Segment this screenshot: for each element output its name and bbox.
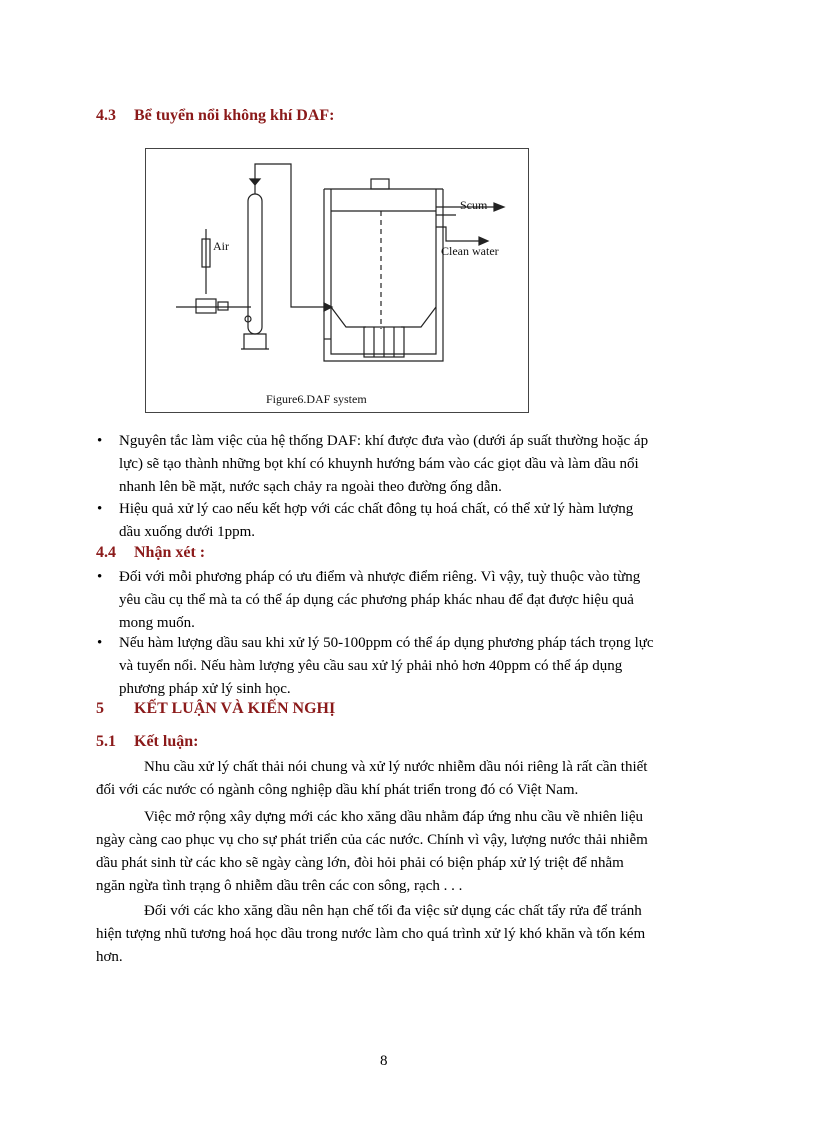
- page-number: 8: [380, 1053, 388, 1069]
- section-title: Kết luận:: [134, 733, 199, 750]
- section-heading-4-4: [96, 544, 205, 562]
- section-number: 4.3: [96, 107, 116, 124]
- text-line: phương pháp xử lý sinh học.: [119, 681, 291, 697]
- text-line: Đối với mỗi phương pháp có ưu điểm và nhược điểm riêng. Vì vậy, tuỳ thuộc vào từng: [119, 569, 641, 585]
- pressure-tank: [248, 194, 262, 334]
- pressurized-line: [255, 164, 331, 307]
- text-line: đối với các nước có ngành công nghiệp dầu khí phát triển trong đó có Việt Nam.: [96, 782, 579, 798]
- section-title: KẾT LUẬN VÀ KIẾN NGHỊ: [134, 700, 336, 717]
- section-number: 4.4: [96, 544, 116, 561]
- text-line: ngăn ngừa tình trạng ô nhiễm dầu trên các con sông, rạch . . .: [96, 878, 463, 894]
- bullet-icon: •: [97, 569, 103, 585]
- text-line: nhanh lên bề mặt, nước sạch chảy ra ngoài theo đường ống dẫn.: [119, 479, 502, 495]
- text-line: và tuyển nổi. Nếu hàm lượng yêu cầu sau xử lý phải nhỏ hơn 40ppm có thể áp dụng: [119, 658, 623, 674]
- air-mixer: [196, 299, 216, 313]
- bullet-icon: •: [97, 635, 103, 651]
- text-line: Đối với các kho xăng dầu nên hạn chế tối đa việc sử dụng các chất tẩy rửa để tránh: [144, 903, 642, 919]
- paragraph: [96, 900, 736, 969]
- text-line: Việc mở rộng xây dựng mới các kho xăng dầu nhằm đáp ứng nhu cầu về nhiên liệu: [144, 809, 644, 825]
- bullet-icon: •: [97, 501, 103, 517]
- text-line: Hiệu quả xử lý cao nếu kết hợp với các chất đông tụ hoá chất, có thể xử lý hàm lượng: [119, 501, 634, 517]
- section-heading-5: [96, 700, 335, 718]
- paragraph: [96, 806, 736, 898]
- text-line: Nguyên tắc làm việc của hệ thống DAF: khí được đưa vào (dưới áp suất thường hoặc áp: [119, 433, 649, 449]
- text-line: lực) sẽ tạo thành những bọt khí có khuynh hướng bám vào các giọt dầu và làm dầu nổi: [119, 456, 639, 472]
- list-item: [97, 632, 739, 701]
- clean-water-label: Clean water: [441, 244, 499, 258]
- daf-figure: [145, 148, 529, 413]
- figure-caption: Figure6.DAF system: [266, 392, 367, 406]
- section-title: Nhận xét :: [134, 544, 206, 561]
- section-number: 5: [96, 700, 104, 717]
- section-heading-5-1: [96, 733, 198, 751]
- list-item: [97, 566, 739, 635]
- section-title: Bể tuyển nổi không khí DAF:: [134, 107, 335, 124]
- section-heading-4-3: [96, 107, 335, 125]
- text-line: hiện tượng nhũ tương hoá học dầu trong nước làm cho quá trình xử lý khó khăn và tốn kém: [96, 926, 646, 942]
- paragraph: [96, 756, 736, 802]
- text-line: ngày càng cao phục vụ cho sự phát triển của các nước. Chính vì vậy, lượng nước thải nhiễm: [96, 832, 648, 848]
- section-number: 5.1: [96, 733, 116, 750]
- text-line: hơn.: [96, 949, 123, 965]
- list-item: [97, 498, 739, 544]
- list-item: [97, 430, 739, 499]
- text-line: mong muốn.: [119, 615, 195, 631]
- text-line: dầu xuống dưới 1ppm.: [119, 524, 256, 540]
- text-line: Nhu cầu xử lý chất thải nói chung và xử lý nước nhiễm dầu nói riêng là rất cần thiết: [144, 759, 648, 775]
- text-line: Nếu hàm lượng dầu sau khi xử lý 50-100ppm có thể áp dụng phương pháp tách trọng lực: [119, 635, 654, 651]
- daf-diagram: [146, 149, 528, 412]
- scum-label: Scum: [460, 198, 488, 212]
- text-line: dầu phát sinh từ các kho sẽ ngày càng lớn, đòi hỏi phải có biện pháp xử lý triệt để nhằm: [96, 855, 624, 871]
- bullet-icon: •: [97, 433, 103, 449]
- air-label: Air: [213, 239, 229, 253]
- text-line: yêu cầu cụ thể mà ta có thể áp dụng các phương pháp khác nhau để đạt được hiệu quả: [119, 592, 634, 608]
